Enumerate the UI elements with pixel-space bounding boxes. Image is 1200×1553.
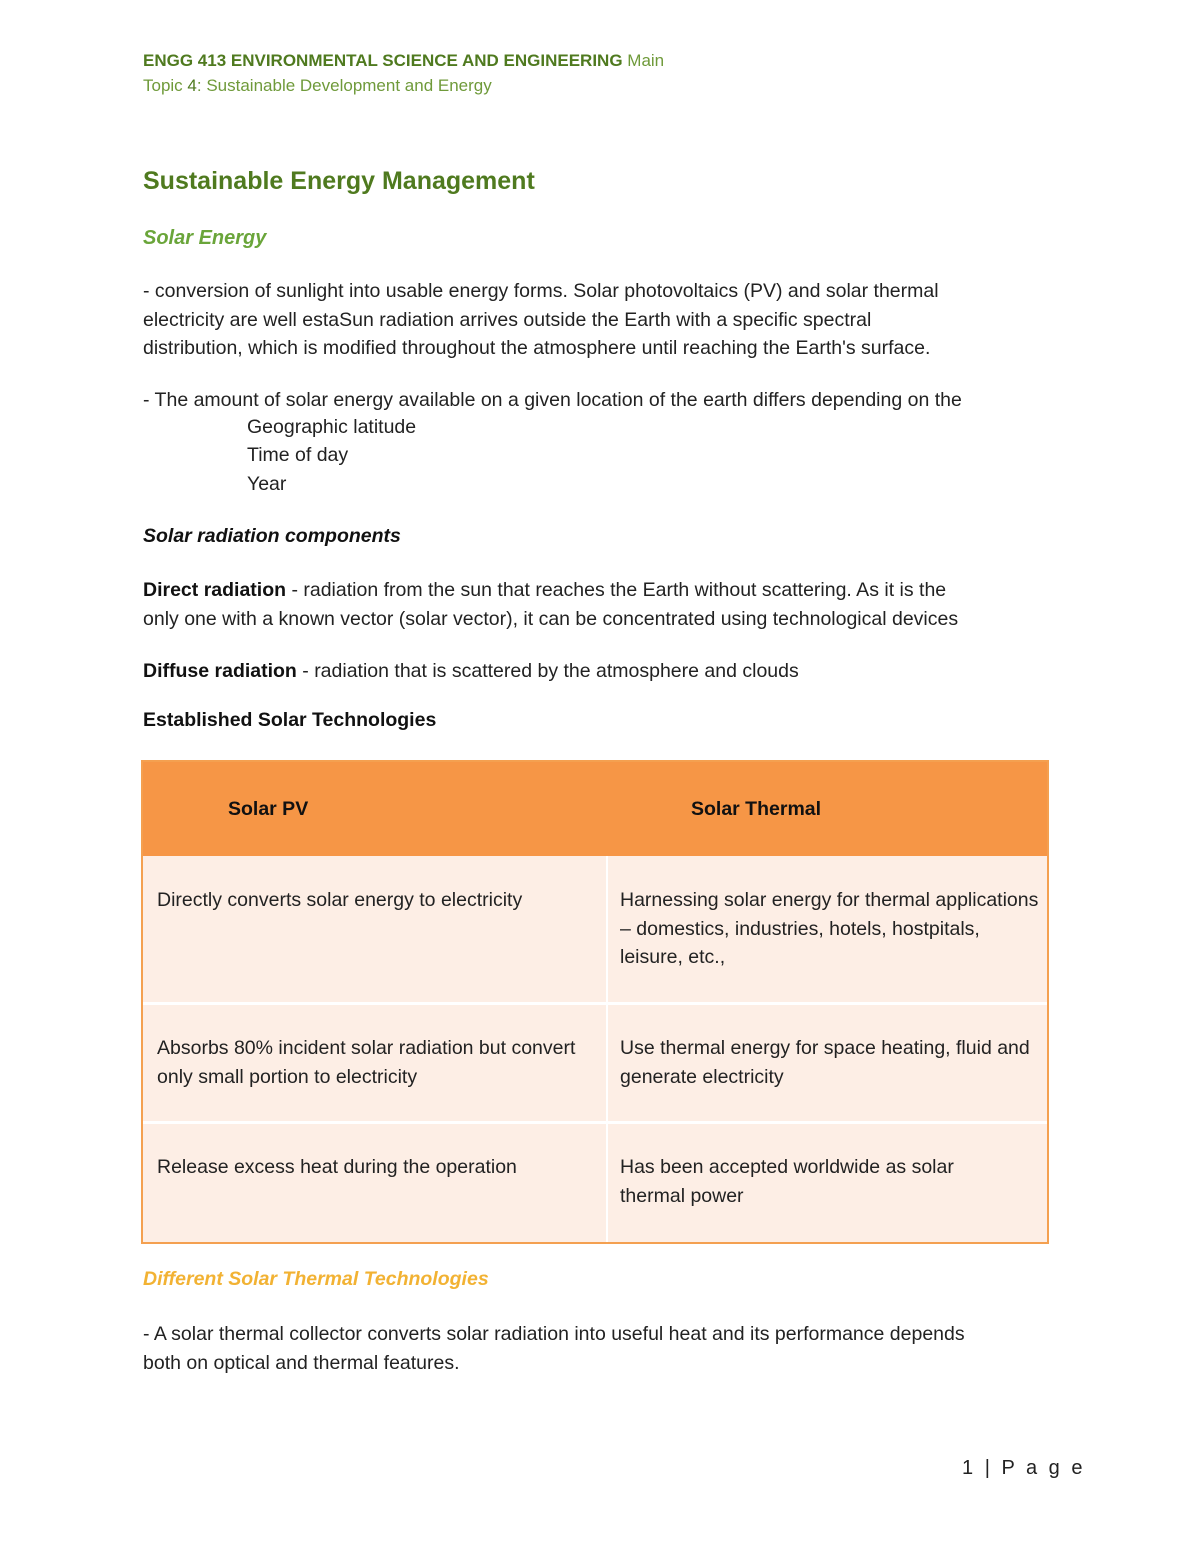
thermal-technologies-heading: Different Solar Thermal Technologies: [143, 1268, 489, 1290]
solar-definition-line-1: - conversion of sunlight into usable energy forms. Solar photovoltaics (PV) and solar thermal: [143, 280, 939, 302]
course-tag: Main: [627, 51, 665, 70]
solar-technologies-table: [141, 760, 1049, 1244]
factor-item: Time of day: [247, 444, 349, 466]
topic-label: Topic: [143, 76, 183, 95]
course-title: ENGG 413 ENVIRONMENTAL SCIENCE AND ENGINEERING: [143, 51, 623, 70]
row-divider: [143, 1002, 1047, 1005]
topic-number: 4: [187, 76, 197, 95]
thermal-collector-line-1: - A solar thermal collector converts solar radiation into useful heat and its performance depends: [143, 1323, 965, 1345]
page-footer: [962, 1457, 1085, 1480]
table-cell: Harnessing solar energy for thermal applications – domestics, industries, hotels, hostpitals, leisure, etc.,: [620, 889, 1039, 968]
footer-separator: |: [984, 1457, 993, 1479]
direct-radiation-line-1: [143, 576, 946, 605]
table-cell: Directly converts solar energy to electricity: [157, 889, 523, 911]
direct-radiation-term: Direct radiation: [143, 579, 287, 601]
diffuse-radiation-text: - radiation that is scattered by the atmosphere and clouds: [296, 660, 799, 682]
table-header-row: [143, 762, 1047, 856]
solar-energy-heading: Solar Energy: [143, 227, 267, 249]
technologies-heading: Established Solar Technologies: [143, 709, 437, 731]
page-number: 1: [962, 1457, 977, 1479]
diffuse-radiation-term: Diffuse radiation: [143, 660, 297, 682]
direct-radiation-line-2: only one with a known vector (solar vector), it can be concentrated using technological devices: [143, 608, 959, 630]
thermal-collector-line-2: both on optical and thermal features.: [143, 1352, 460, 1374]
table-cell: Release excess heat during the operation: [157, 1156, 517, 1178]
table-cell: Use thermal energy for space heating, fluid and generate electricity: [620, 1037, 1030, 1088]
course-header: [143, 51, 664, 71]
factor-item: Geographic latitude: [247, 416, 417, 438]
solar-definition-line-2: electricity are well estaSun radiation arrives outside the Earth with a specific spectral: [143, 309, 872, 331]
page-label: P a g e: [1001, 1457, 1086, 1479]
row-divider: [143, 1121, 1047, 1124]
topic-title: : Sustainable Development and Energy: [196, 76, 492, 95]
solar-definition-line-3: distribution, which is modified throughout the atmosphere until reaching the Earth's surface.: [143, 337, 931, 359]
factor-item: Year: [247, 473, 287, 495]
column-divider: [606, 856, 608, 1242]
topic-header: [143, 76, 492, 96]
column-header-solar-thermal: Solar Thermal: [691, 798, 822, 820]
page-title: Sustainable Energy Management: [143, 167, 535, 195]
column-header-solar-pv: Solar PV: [228, 798, 309, 820]
table-cell: Has been accepted worldwide as solar thermal power: [620, 1156, 954, 1207]
table-cell: Absorbs 80% incident solar radiation but convert only small portion to electricity: [157, 1037, 576, 1088]
components-heading: Solar radiation components: [143, 525, 401, 547]
solar-availability-text: - The amount of solar energy available on a given location of the earth differs depending on the: [143, 389, 962, 411]
diffuse-radiation-line: [143, 657, 799, 686]
direct-radiation-text: - radiation from the sun that reaches the Earth without scattering. As it is the: [286, 579, 947, 601]
